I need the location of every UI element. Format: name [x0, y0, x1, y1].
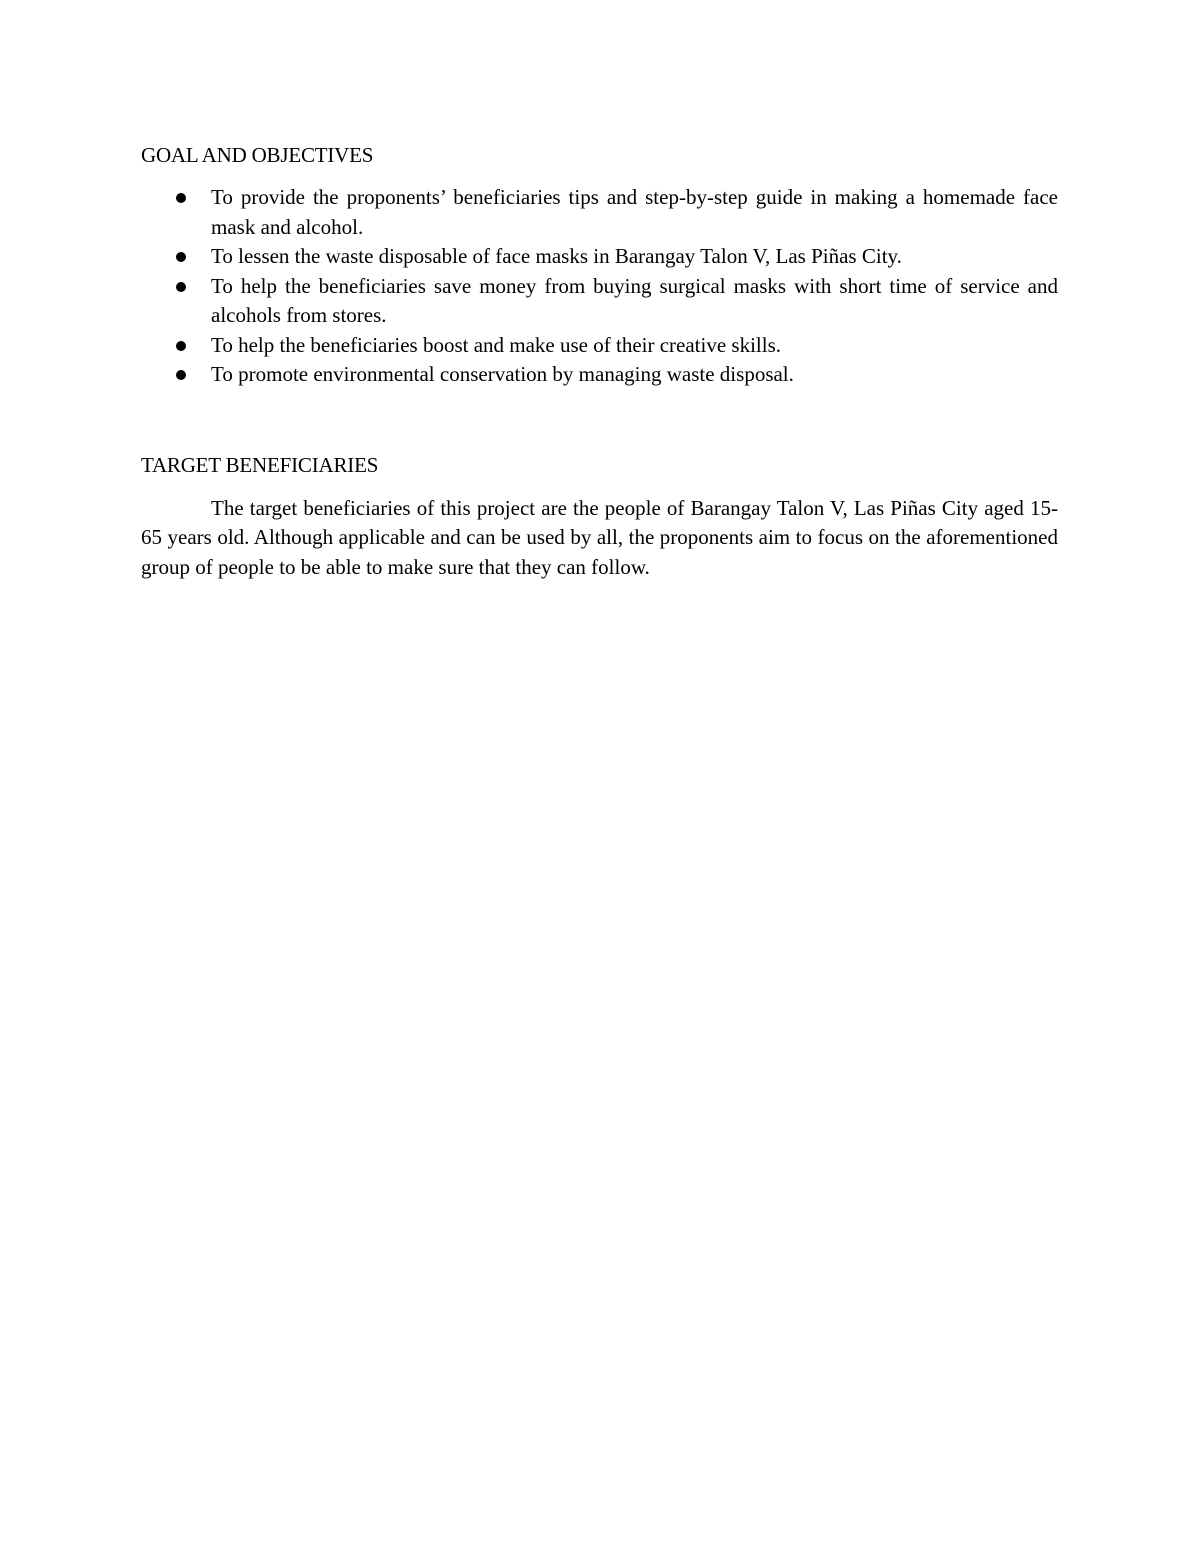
objective-text: To lessen the waste disposable of face masks in Barangay Talon V, Las Piñas City.	[211, 244, 902, 268]
objective-text: To promote environmental conservation by managing waste disposal.	[211, 362, 794, 386]
list-item	[141, 242, 1058, 272]
objective-text: To provide the proponents’ beneficiaries tips and step-by-step guide in making a homemade face mask and alcohol.	[211, 185, 1058, 239]
objectives-list	[141, 183, 1058, 390]
bullet-icon	[176, 193, 186, 203]
list-item	[141, 331, 1058, 361]
list-item	[141, 360, 1058, 390]
target-paragraph: The target beneficiaries of this project are the people of Barangay Talon V, Las Piñas City aged 15-65 years old. Although applicable and can be used by all, the proponents aim to focus on the aforementioned group of people to be able to make sure that they can follow.	[141, 495, 1058, 579]
bullet-icon	[176, 370, 186, 380]
list-item	[141, 183, 1058, 242]
objective-text: To help the beneficiaries boost and make use of their creative skills.	[211, 332, 782, 357]
bullet-icon	[176, 341, 186, 351]
section-spacer	[141, 390, 1058, 450]
target-heading: TARGET BENEFICIARIES	[141, 452, 379, 477]
bullet-icon	[176, 282, 186, 292]
objective-text: To help the beneficiaries save money from buying surgical masks with short time of service and alcohols from stores.	[211, 273, 1058, 327]
list-item	[141, 272, 1058, 331]
goals-heading: GOAL AND OBJECTIVES	[141, 143, 374, 167]
bullet-icon	[176, 252, 186, 262]
document-page	[141, 140, 1058, 582]
